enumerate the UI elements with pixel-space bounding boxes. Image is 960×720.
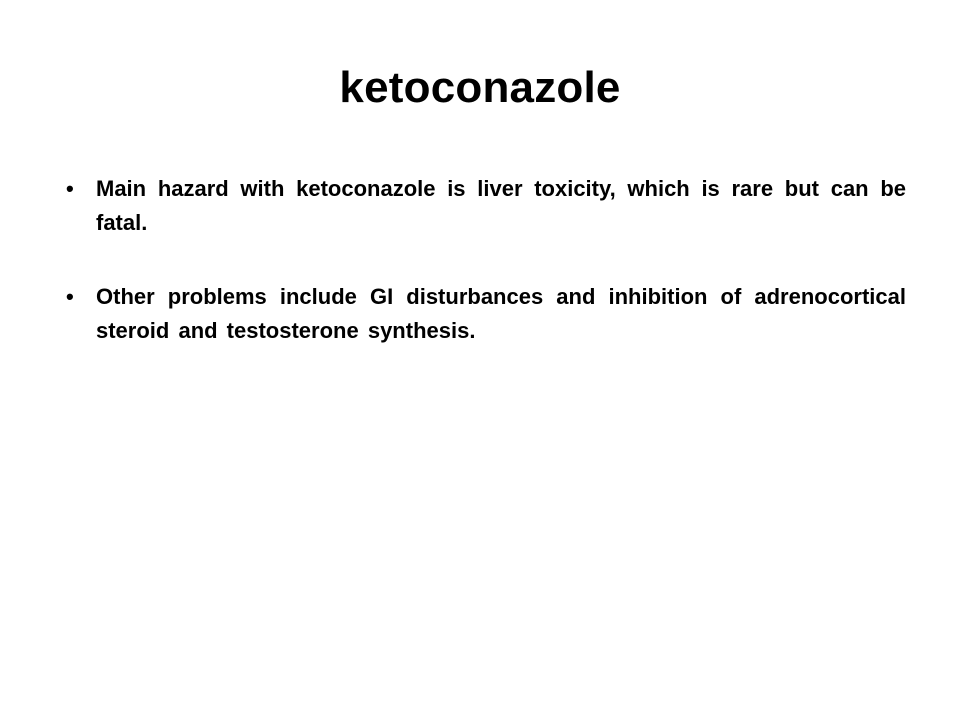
bullet-dot-icon: • — [66, 284, 74, 309]
slide-title: ketoconazole — [339, 63, 621, 112]
bullet-item — [66, 172, 906, 240]
bullet-dot-icon: • — [66, 176, 74, 201]
bullet-text: Other problems include GI disturbances and inhibition of adrenocortical steroid and testosterone synthesis. — [96, 284, 906, 343]
bullet-list — [66, 172, 906, 388]
bullet-item — [66, 280, 906, 348]
bullet-text: Main hazard with ketoconazole is liver toxicity, which is rare but can be fatal. — [96, 176, 906, 235]
